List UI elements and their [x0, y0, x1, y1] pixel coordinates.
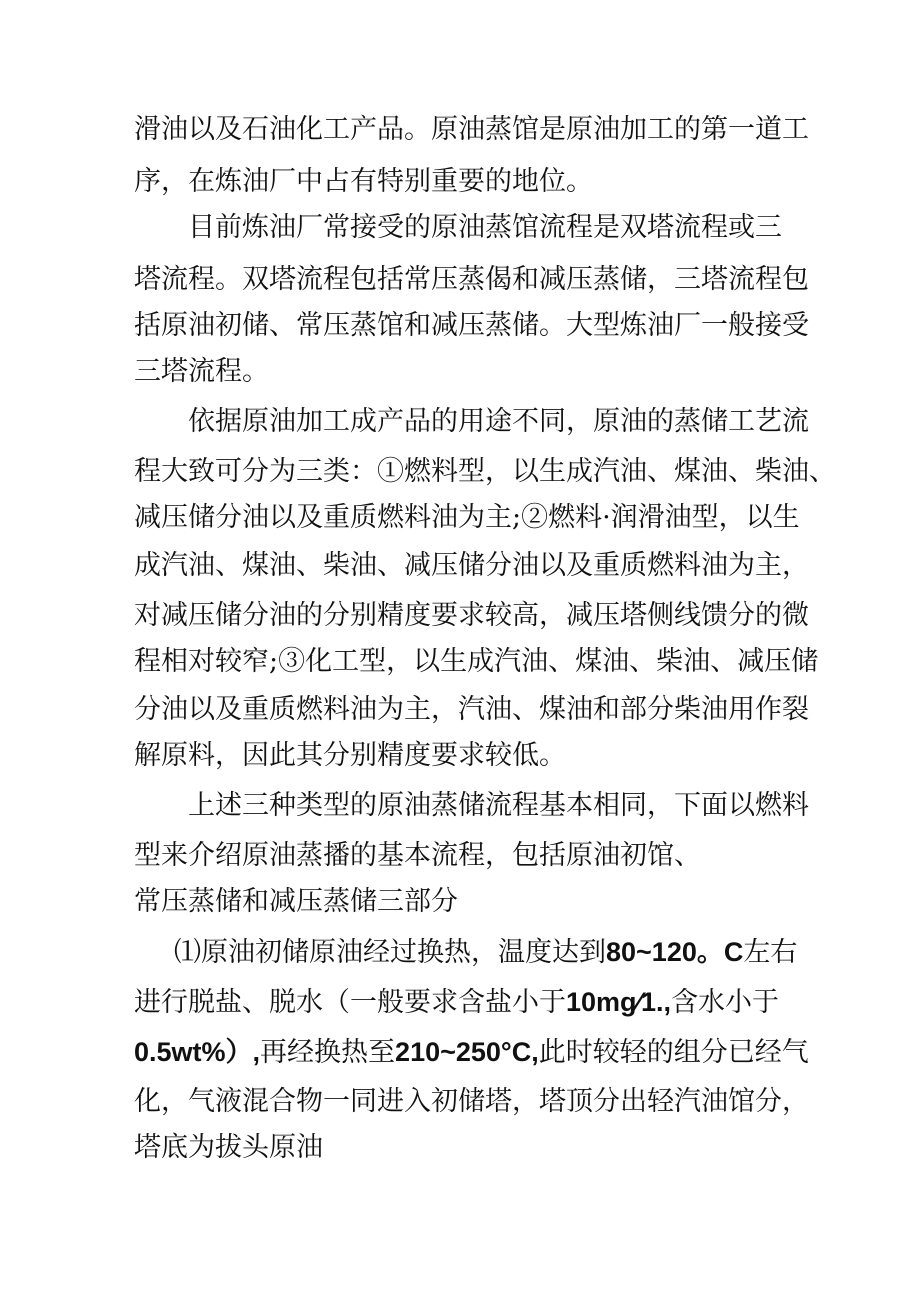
salt-content-value: 10mg⁄1.,: [566, 987, 672, 1017]
text-line: 序，在炼油厂中占有特别重要的地位。: [134, 166, 593, 197]
text-line: [134, 984, 779, 1021]
temperature-value: 210~250°C,: [395, 1037, 539, 1067]
text-line: 化，气液混合物一同进入初储塔，塔顶分出轻汽油馆分，: [134, 1086, 809, 1117]
text-line: 解原料，因此其分别精度要求较低。: [134, 740, 566, 771]
text-run: 左右: [743, 937, 798, 968]
text-line: 减压储分油以及重质燃料油为主;②燃料·润滑油型，以生: [134, 502, 800, 533]
text-run: 此时较轻的组分已经气: [538, 1037, 809, 1068]
text-line: 塔底为拔头原油: [134, 1132, 323, 1163]
text-run: 含水小于: [671, 987, 780, 1018]
text-line: 分油以及重质燃料油为主，汽油、煤油和部分柴油用作裂: [134, 694, 809, 725]
water-content-value: 0.5wt%）,: [134, 1037, 261, 1067]
text-line: 依据原油加工成产品的用途不同，原油的蒸储工艺流: [188, 406, 809, 437]
text-line: 程相对较窄;③化工型，以生成汽油、煤油、柴油、减压储: [134, 646, 819, 677]
text-line: [174, 934, 797, 971]
text-line: 常压蒸储和减压蒸储三部分: [134, 886, 458, 917]
text-run: 再经换热至: [260, 1037, 396, 1068]
text-line: 滑油以及石油化工产品。原油蒸馆是原油加工的第一道工: [134, 114, 809, 145]
text-line: 上述三种类型的原油蒸储流程基本相同，下面以燃料: [188, 790, 809, 821]
text-line: 目前炼油厂常接受的原油蒸馆流程是双塔流程或三: [188, 212, 782, 243]
text-line: 对减压储分油的分别精度要求较高，减压塔侧线馈分的微: [134, 600, 809, 631]
text-line: 成汽油、煤油、柴油、减压储分油以及重质燃料油为主，: [134, 550, 809, 581]
text-line: 三塔流程。: [134, 356, 269, 387]
temperature-value: 80~120。C: [606, 937, 744, 967]
text-line: 塔流程。双塔流程包括常压蒸偈和减压蒸储，三塔流程包: [134, 264, 809, 295]
text-line: 括原油初储、常压蒸馆和减压蒸储。大型炼油厂一般接受: [134, 310, 809, 341]
text-run: ⑴原油初储原油经过换热，温度达到: [174, 937, 606, 968]
text-line: 型来介绍原油蒸播的基本流程，包括原油初馆、: [134, 840, 701, 871]
text-line: [134, 1034, 809, 1071]
text-run: 进行脱盐、脱水（一般要求含盐小于: [134, 987, 566, 1018]
text-line: 程大致可分为三类：①燃料型，以生成汽油、煤油、柴油、: [134, 456, 836, 487]
